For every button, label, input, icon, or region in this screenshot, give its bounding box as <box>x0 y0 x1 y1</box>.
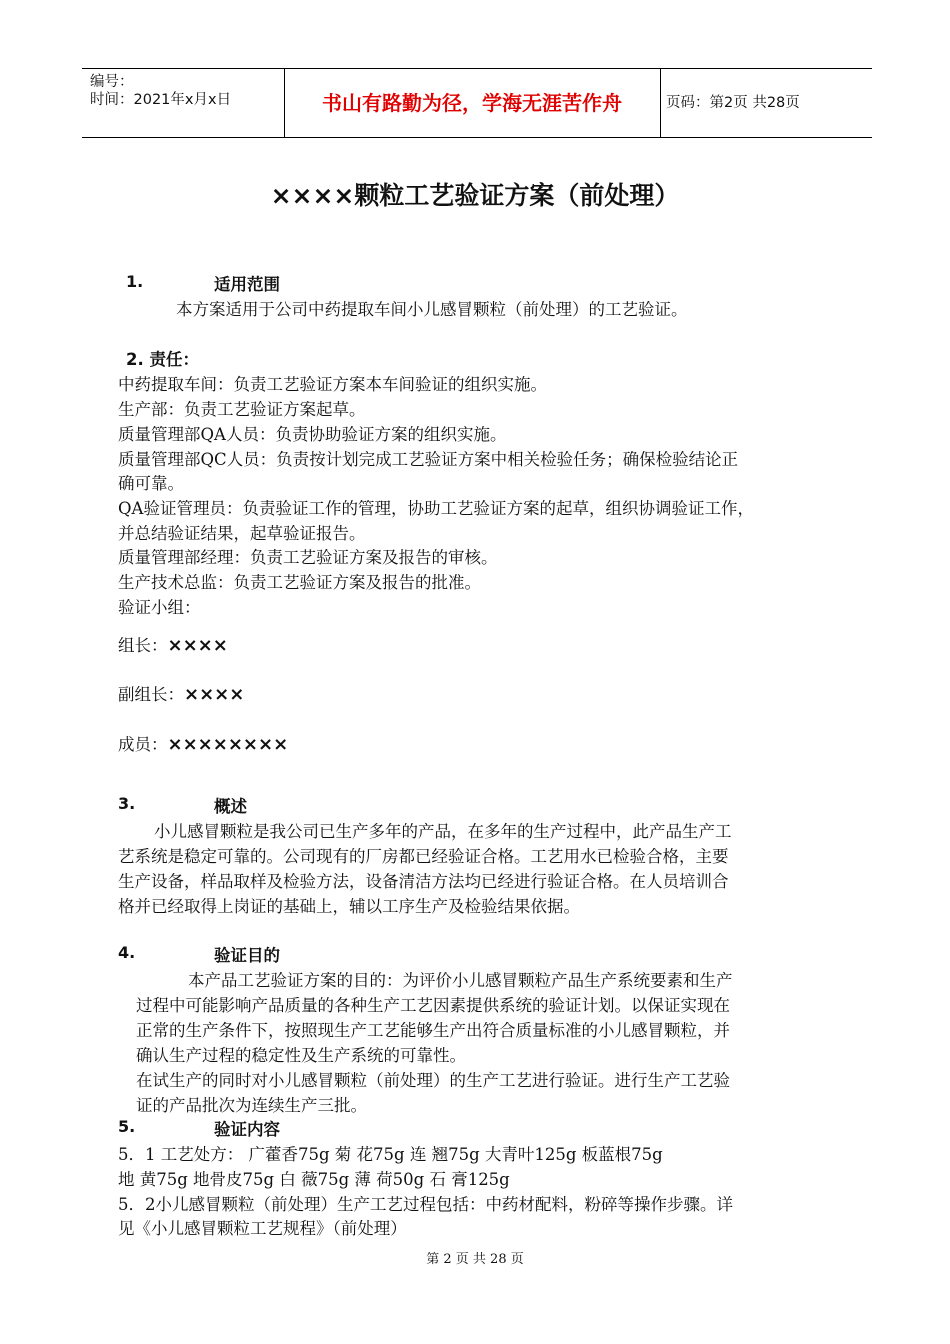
code-label: 编号： <box>90 74 134 90</box>
header-page-info: 页码：第2页 共28页 <box>666 95 800 111</box>
divider <box>660 69 661 137</box>
team-deputy-value: ×××× <box>184 684 245 705</box>
paragraph-line: 生产设备，样品取样及检验方法，设备清洁方法均已经进行验证合格。在人员培训合 <box>118 872 729 891</box>
paragraph-line: 小儿感冒颗粒是我公司已生产多年的产品，在多年的生产过程中，此产品生产工 <box>154 822 732 841</box>
paragraph-line: 正常的生产条件下，按照现生产工艺能够生产出符合质量标准的小儿感冒颗粒，并 <box>136 1021 730 1040</box>
section-number: 4. <box>118 943 136 962</box>
team-members <box>118 731 288 755</box>
paragraph-line: 本方案适用于公司中药提取车间小儿感冒颗粒（前处理）的工艺验证。 <box>176 300 688 319</box>
paragraph-line: 格并已经取得上岗证的基础上，辅以工序生产及检验结果依据。 <box>118 897 580 916</box>
paragraph-line: 并总结验证结果，起草验证报告。 <box>118 524 366 543</box>
team-deputy-label: 副组长： <box>118 685 184 704</box>
page-footer: 第 2 页 共 28 页 <box>426 1252 524 1267</box>
paragraph-line: 质量管理部QC人员：负责按计划完成工艺验证方案中相关检验任务；确保检验结论正 <box>118 450 739 469</box>
paragraph-line: 生产技术总监：负责工艺验证方案及报告的批准。 <box>118 573 481 592</box>
document-header <box>82 68 872 138</box>
section-number: 3. <box>118 794 136 813</box>
paragraph-line: 验证小组： <box>118 598 201 617</box>
time-label: 时间：2021年x月x日 <box>90 92 232 108</box>
section-number: 5. <box>118 1117 136 1136</box>
paragraph-line: 本产品工艺验证方案的目的：为评价小儿感冒颗粒产品生产系统要素和生产 <box>188 971 733 990</box>
team-deputy <box>118 681 244 705</box>
header-meta <box>90 73 285 109</box>
paragraph-line: 地 黄75g 地骨皮75g 白 薇75g 薄 荷50g 石 膏125g <box>118 1170 510 1189</box>
paragraph-line: 在试生产的同时对小儿感冒颗粒（前处理）的生产工艺进行验证。进行生产工艺验 <box>136 1071 730 1090</box>
section-heading: 适用范围 <box>214 275 280 294</box>
section-heading: 概述 <box>214 797 247 816</box>
paragraph-line: QA验证管理员：负责验证工作的管理，协助工艺验证方案的起草，组织协调验证工作， <box>118 499 754 518</box>
section-heading: 2. 责任： <box>126 350 199 369</box>
paragraph-line: 艺系统是稳定可靠的。公司现有的厂房都已经验证合格。工艺用水已检验合格，主要 <box>118 847 729 866</box>
paragraph-line: 5．1 工艺处方： 广藿香75g 菊 花75g 连 翘75g 大青叶125g 板蓝根75g <box>118 1145 663 1164</box>
section-heading: 验证内容 <box>214 1120 280 1139</box>
paragraph-line: 质量管理部经理：负责工艺验证方案及报告的审核。 <box>118 548 498 567</box>
header-motto: 书山有路勤为径，学海无涯苦作舟 <box>322 91 622 115</box>
paragraph-line: 5．2小儿感冒颗粒（前处理）生产工艺过程包括：中药材配料，粉碎等操作步骤。详 <box>118 1195 733 1214</box>
paragraph-line: 过程中可能影响产品质量的各种生产工艺因素提供系统的验证计划。以保证实现在 <box>136 996 730 1015</box>
team-members-label: 成员： <box>118 735 168 754</box>
paragraph-line: 确可靠。 <box>118 474 184 493</box>
paragraph-line: 生产部：负责工艺验证方案起草。 <box>118 400 366 419</box>
section-heading: 验证目的 <box>214 946 280 965</box>
team-leader <box>118 632 228 656</box>
paragraph-line: 质量管理部QA人员：负责协助验证方案的组织实施。 <box>118 425 507 444</box>
page-title: ××××颗粒工艺验证方案（前处理） <box>270 181 680 210</box>
paragraph-line: 中药提取车间：负责工艺验证方案本车间验证的组织实施。 <box>118 375 547 394</box>
section-number: 1. <box>126 272 144 291</box>
paragraph-line: 见《小儿感冒颗粒工艺规程》（前处理） <box>118 1219 407 1238</box>
team-leader-value: ×××× <box>167 635 228 656</box>
paragraph-line: 证的产品批次为连续生产三批。 <box>136 1096 367 1115</box>
paragraph-line: 确认生产过程的稳定性及生产系统的可靠性。 <box>136 1046 466 1065</box>
team-leader-label: 组长： <box>118 636 168 655</box>
team-members-value: ×××××××× <box>167 734 289 755</box>
